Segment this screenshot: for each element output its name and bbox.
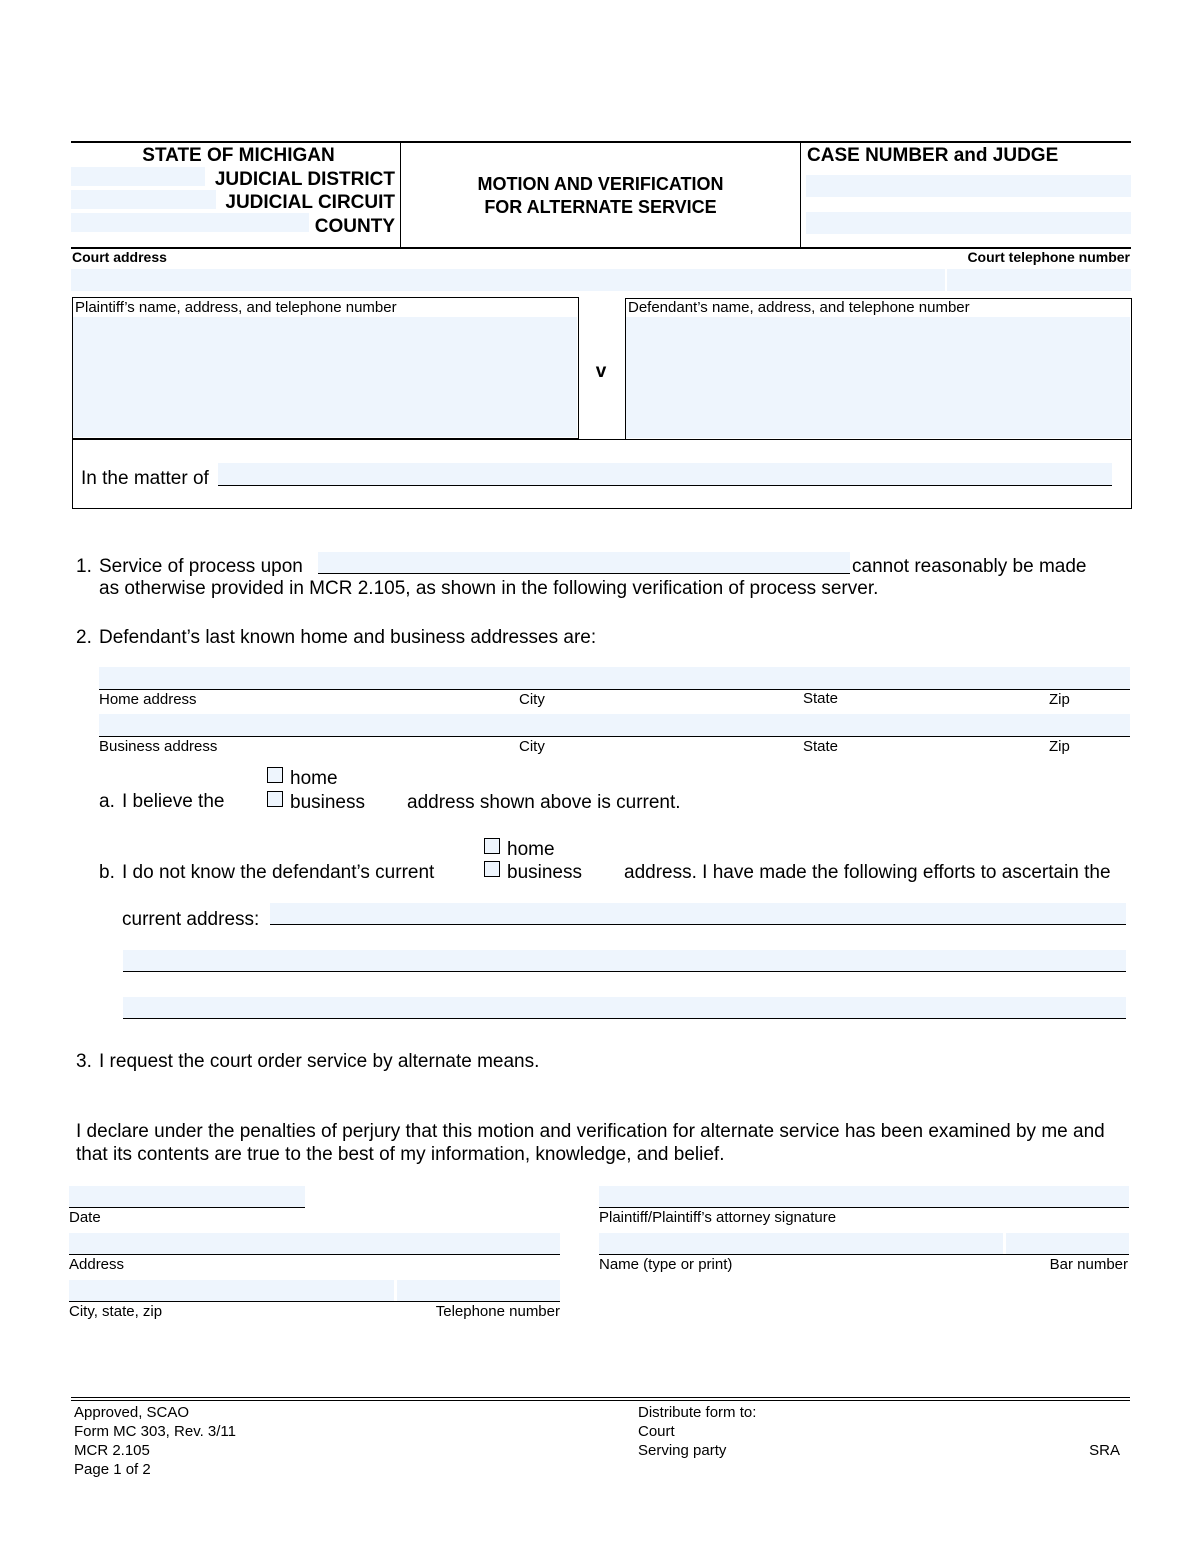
footer-rule-1 — [71, 1397, 1130, 1398]
item1-number: 1. — [76, 556, 92, 577]
b-home-checkbox[interactable] — [484, 838, 500, 854]
city-state-zip-field[interactable] — [69, 1280, 393, 1301]
name-field[interactable] — [599, 1233, 1002, 1254]
item1-text-b: cannot reasonably be made — [852, 556, 1087, 577]
signature-label: Plaintiff/Plaintiff’s attorney signature — [599, 1209, 837, 1226]
name-bar-gap — [1003, 1233, 1006, 1254]
state-label: STATE OF MICHIGAN — [142, 145, 335, 166]
footer-distribute: Distribute form to: — [638, 1404, 757, 1421]
home-state-label: State — [803, 690, 839, 707]
footer-page: Page 1 of 2 — [74, 1461, 151, 1478]
footer-sra: SRA — [1089, 1442, 1120, 1459]
court-address-field[interactable] — [71, 269, 945, 291]
name-label: Name (type or print) — [599, 1256, 733, 1273]
district-field[interactable] — [71, 167, 205, 186]
item2-text: Defendant’s last known home and business addresses are: — [99, 627, 597, 648]
item-b-label: b. — [99, 862, 115, 883]
county-label: COUNTY — [314, 216, 395, 237]
header-divider-right — [800, 142, 801, 248]
circuit-field[interactable] — [71, 190, 216, 209]
footer-rule-2 — [71, 1400, 1130, 1401]
court-telephone-field[interactable] — [947, 269, 1131, 291]
service-upon-field[interactable] — [318, 552, 850, 574]
court-telephone-label: Court telephone number — [967, 249, 1130, 265]
telephone-label: Telephone number — [435, 1303, 560, 1320]
address-field[interactable] — [69, 1233, 560, 1255]
header-top-rule — [71, 141, 1131, 143]
declaration-line2: that its contents are true to the best of my information, knowledge, and belief. — [76, 1144, 725, 1165]
footer-court: Court — [638, 1423, 675, 1440]
judge-field[interactable] — [806, 212, 1131, 234]
footer-approved: Approved, SCAO — [74, 1404, 190, 1421]
item2-number: 2. — [76, 627, 92, 648]
a-home-label: home — [290, 768, 338, 789]
business-address-field[interactable] — [99, 714, 1130, 737]
home-city-label: City — [519, 691, 545, 708]
efforts-field-1[interactable] — [270, 903, 1126, 925]
county-field[interactable] — [71, 213, 309, 232]
home-address-label: Home address — [99, 691, 197, 708]
judicial-circuit-label: JUDICIAL CIRCUIT — [225, 192, 395, 213]
b-home-label: home — [507, 839, 555, 860]
a-business-checkbox[interactable] — [267, 791, 283, 807]
item1-text-c: as otherwise provided in MCR 2.105, as shown in the following verification of process server. — [99, 578, 879, 599]
matter-field[interactable] — [218, 463, 1112, 486]
efforts-field-3[interactable] — [123, 997, 1126, 1019]
home-address-field[interactable] — [99, 667, 1130, 690]
item1-text-a: Service of process upon — [99, 556, 303, 577]
form-title-line1: MOTION AND VERIFICATION — [477, 174, 724, 194]
case-number-label: CASE NUMBER and JUDGE — [807, 145, 1059, 166]
city-phone-gap — [394, 1280, 397, 1301]
a-business-label: business — [290, 792, 365, 813]
item-a-text: I believe the — [122, 791, 225, 812]
item3-number: 3. — [76, 1051, 92, 1072]
item3-text: I request the court order service by alternate means. — [99, 1051, 540, 1072]
declaration-line1: I declare under the penalties of perjury that this motion and verification for alternate service has been examined by me and — [76, 1121, 1105, 1142]
defendant-label: Defendant’s name, address, and telephone number — [628, 299, 970, 316]
b-business-label: business — [507, 862, 582, 883]
footer-mcr: MCR 2.105 — [74, 1442, 150, 1459]
footer-form: Form MC 303, Rev. 3/11 — [74, 1423, 236, 1440]
footer-serving: Serving party — [638, 1442, 727, 1459]
judicial-district-label: JUDICIAL DISTRICT — [214, 169, 395, 190]
item-b-tail: address. I have made the following efforts to ascertain the — [624, 862, 1111, 883]
plaintiff-field[interactable] — [73, 317, 577, 437]
court-address-label: Court address — [72, 249, 167, 265]
business-address-label: Business address — [99, 738, 218, 755]
address-label: Address — [69, 1256, 125, 1273]
a-home-checkbox[interactable] — [267, 767, 283, 783]
business-city-label: City — [519, 738, 545, 755]
efforts-field-2[interactable] — [123, 950, 1126, 972]
bar-number-label: Bar number — [1049, 1256, 1128, 1273]
b-business-checkbox[interactable] — [484, 861, 500, 877]
form-title-line2: FOR ALTERNATE SERVICE — [484, 197, 717, 217]
home-zip-label: Zip — [1049, 691, 1070, 708]
item-a-tail: address shown above is current. — [407, 792, 681, 813]
city-state-zip-label: City, state, zip — [69, 1303, 163, 1320]
matter-label: In the matter of — [81, 468, 209, 489]
date-field[interactable] — [69, 1186, 305, 1208]
bar-number-field[interactable] — [1007, 1233, 1129, 1254]
business-zip-label: Zip — [1049, 738, 1070, 755]
item-b-text: I do not know the defendant’s current — [122, 862, 435, 883]
business-state-label: State — [803, 738, 839, 755]
date-label: Date — [69, 1209, 101, 1226]
current-address-label: current address: — [122, 909, 260, 930]
defendant-field[interactable] — [626, 317, 1130, 438]
telephone-field[interactable] — [398, 1280, 560, 1301]
item-a-label: a. — [99, 791, 115, 812]
versus-label: v — [595, 361, 607, 382]
signature-field[interactable] — [599, 1186, 1129, 1208]
matter-top-rule — [72, 439, 1131, 440]
case-number-field[interactable] — [806, 175, 1131, 197]
plaintiff-label: Plaintiff’s name, address, and telephone number — [75, 299, 397, 316]
